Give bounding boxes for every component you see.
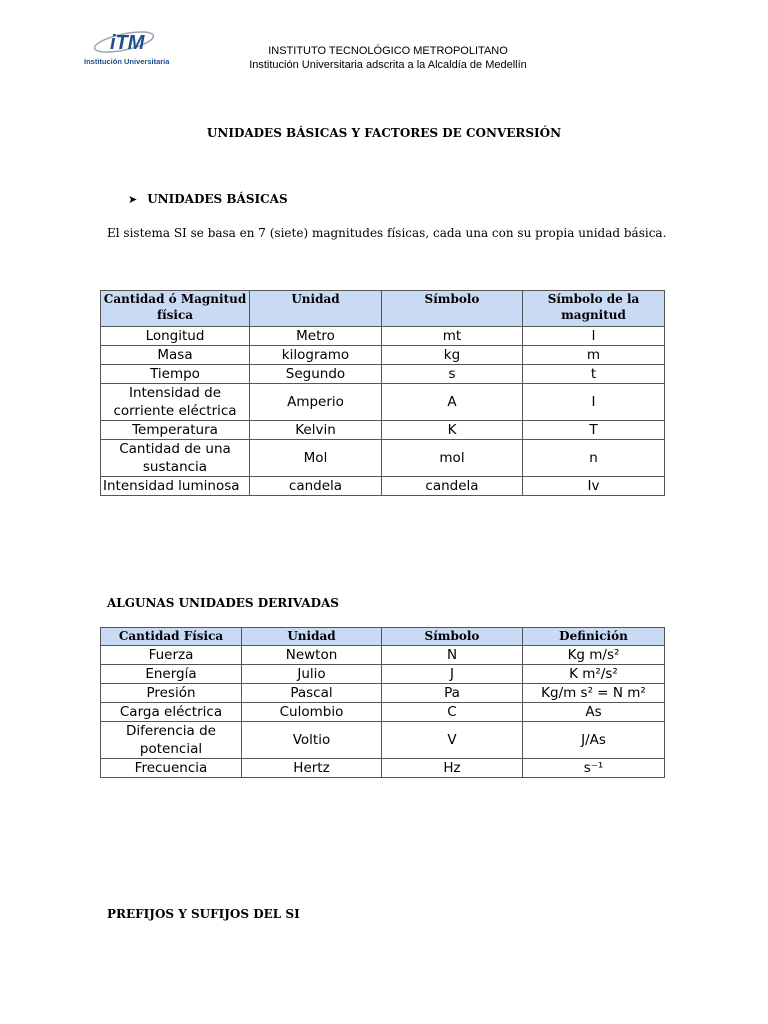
table-cell: As	[523, 703, 665, 722]
institution-subtitle: Institución Universitaria adscrita a la Alcaldía de Medellín	[249, 59, 527, 71]
itm-logo	[82, 26, 174, 70]
table-row	[101, 384, 665, 421]
table-cell: J	[382, 665, 523, 684]
table-cell: m	[523, 346, 665, 365]
table-cell: I	[523, 384, 665, 421]
table-cell: K m²/s²	[523, 665, 665, 684]
table-cell: Kelvin	[250, 421, 382, 440]
table-cell: Carga eléctrica	[101, 703, 242, 722]
table-cell: K	[382, 421, 523, 440]
table-row	[101, 665, 665, 684]
column-header: Definición	[523, 628, 665, 646]
column-header: Cantidad ó Magnitud física	[101, 291, 250, 327]
table-cell: t	[523, 365, 665, 384]
table-cell: s⁻¹	[523, 759, 665, 778]
table-cell: C	[382, 703, 523, 722]
table-cell: Culombio	[242, 703, 382, 722]
basic-units-table	[100, 290, 665, 496]
section-heading-basic-units	[128, 192, 288, 206]
table-row	[101, 477, 665, 496]
table-cell: Kg/m s² = N m²	[523, 684, 665, 703]
table-header-row	[101, 628, 665, 646]
column-header: Unidad	[242, 628, 382, 646]
table-cell: Segundo	[250, 365, 382, 384]
table-row	[101, 722, 665, 759]
table-row	[101, 346, 665, 365]
table-cell: Diferencia de potencial	[101, 722, 242, 759]
arrow-bullet-icon: ➤	[128, 193, 138, 206]
column-header: Símbolo de la magnitud	[523, 291, 665, 327]
table-cell: Pascal	[242, 684, 382, 703]
institution-header	[188, 44, 588, 72]
table-row	[101, 646, 665, 665]
table-cell: Fuerza	[101, 646, 242, 665]
table-row	[101, 365, 665, 384]
table-cell: Longitud	[101, 327, 250, 346]
derived-units-heading: ALGUNAS UNIDADES DERIVADAS	[107, 596, 339, 610]
table-cell: Masa	[101, 346, 250, 365]
table-cell: Energía	[101, 665, 242, 684]
section-heading-text: UNIDADES BÁSICAS	[147, 192, 288, 206]
svg-text:Institución Universitaria: Institución Universitaria	[84, 57, 170, 66]
table-cell: candela	[382, 477, 523, 496]
table-row	[101, 759, 665, 778]
table-row	[101, 421, 665, 440]
table-cell: Metro	[250, 327, 382, 346]
table-row	[101, 703, 665, 722]
table-cell: Pa	[382, 684, 523, 703]
table-cell: Presión	[101, 684, 242, 703]
table-header-row	[101, 291, 665, 327]
table-cell: Intensidad luminosa	[101, 477, 250, 496]
table-row	[101, 684, 665, 703]
table-cell: T	[523, 421, 665, 440]
table-cell: J/As	[523, 722, 665, 759]
table-cell: Voltio	[242, 722, 382, 759]
table-cell: n	[523, 440, 665, 477]
intro-paragraph: El sistema SI se basa en 7 (siete) magnitudes físicas, cada una con su propia unidad básica.	[107, 226, 667, 240]
table-cell: Amperio	[250, 384, 382, 421]
table-cell: kilogramo	[250, 346, 382, 365]
table-cell: Tiempo	[101, 365, 250, 384]
table-cell: N	[382, 646, 523, 665]
table-cell: mol	[382, 440, 523, 477]
table-cell: s	[382, 365, 523, 384]
column-header: Símbolo	[382, 291, 523, 327]
table-cell: Julio	[242, 665, 382, 684]
column-header: Símbolo	[382, 628, 523, 646]
table-row	[101, 327, 665, 346]
table-cell: candela	[250, 477, 382, 496]
table-cell: Intensidad de corriente eléctrica	[101, 384, 250, 421]
table-cell: Mol	[250, 440, 382, 477]
column-header: Cantidad Física	[101, 628, 242, 646]
table-cell: Frecuencia	[101, 759, 242, 778]
table-cell: Cantidad de una sustancia	[101, 440, 250, 477]
table-cell: Hz	[382, 759, 523, 778]
table-cell: V	[382, 722, 523, 759]
table-cell: kg	[382, 346, 523, 365]
table-cell: mt	[382, 327, 523, 346]
prefixes-heading: PREFIJOS Y SUFIJOS DEL SI	[107, 907, 300, 921]
column-header: Unidad	[250, 291, 382, 327]
table-cell: Temperatura	[101, 421, 250, 440]
table-cell: Iv	[523, 477, 665, 496]
table-cell: Newton	[242, 646, 382, 665]
table-cell: Kg m/s²	[523, 646, 665, 665]
institution-name: INSTITUTO TECNOLÓGICO METROPOLITANO	[268, 45, 508, 57]
table-cell: Hertz	[242, 759, 382, 778]
document-title: UNIDADES BÁSICAS Y FACTORES DE CONVERSIÓN	[206, 126, 562, 140]
table-cell: A	[382, 384, 523, 421]
derived-units-table	[100, 627, 665, 778]
svg-text:iTM: iTM	[110, 32, 145, 54]
table-cell: l	[523, 327, 665, 346]
table-row	[101, 440, 665, 477]
